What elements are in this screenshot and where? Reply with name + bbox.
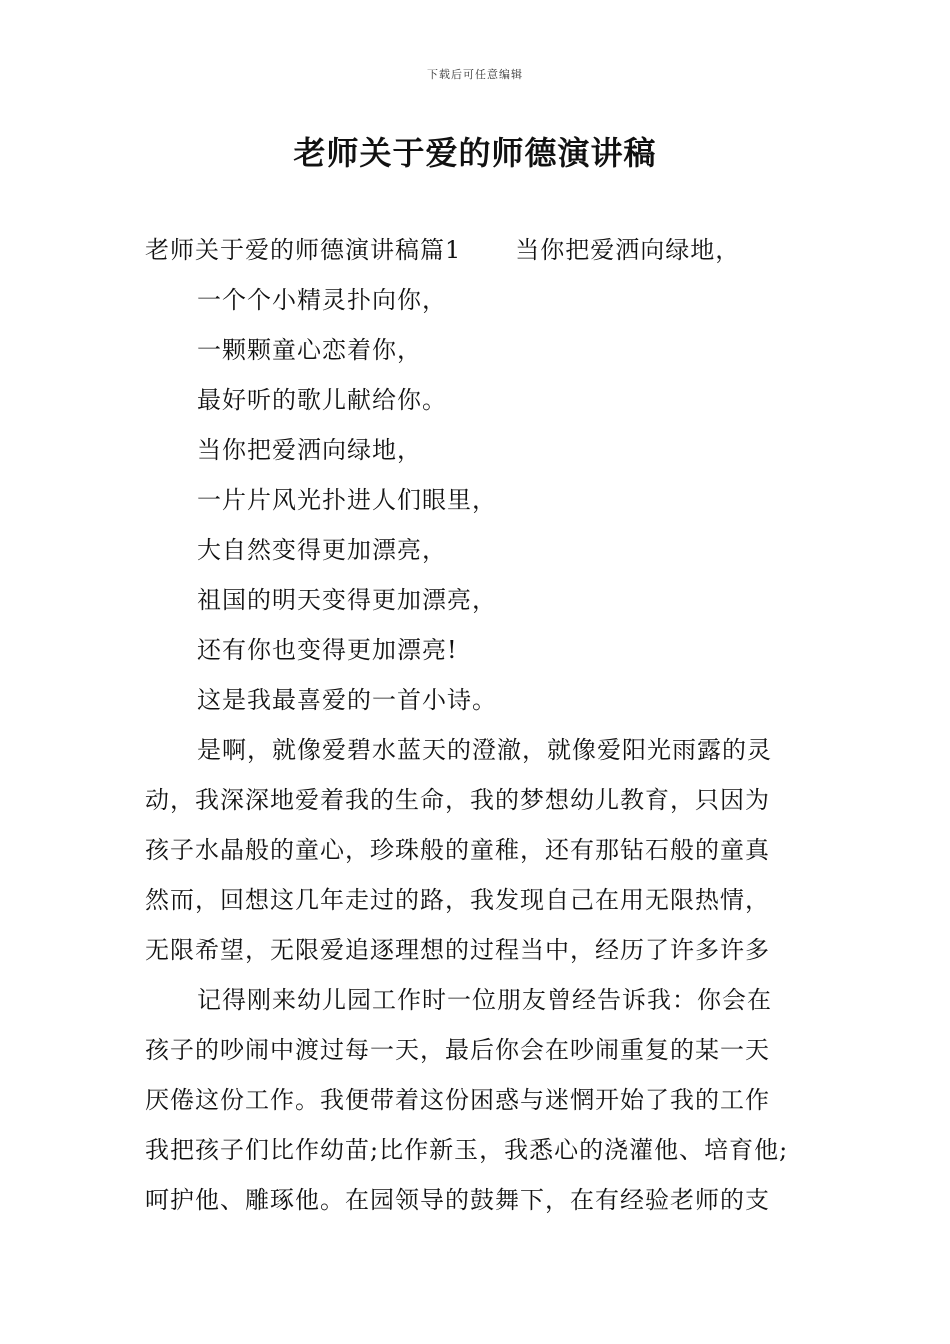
- poem-line: 一颗颗童心恋着你，: [197, 336, 422, 364]
- paragraph-line: 厌倦这份工作。我便带着这份困惑与迷惘开始了我的工作: [145, 1086, 770, 1114]
- document-body: [145, 225, 825, 1225]
- paragraph-line: 记得刚来幼儿园工作时一位朋友曾经告诉我：你会在: [197, 986, 772, 1014]
- poem-line: 大自然变得更加漂亮，: [197, 536, 447, 564]
- poem-line: 最好听的歌儿献给你。: [197, 386, 447, 414]
- section-heading: 老师关于爱的师德演讲稿篇1: [145, 236, 462, 264]
- poem-line: 一片片风光扑进人们眼里，: [197, 486, 497, 514]
- poem-line: 当你把爱洒向绿地，: [197, 436, 422, 464]
- header-note: 下载后可任意编辑: [427, 68, 523, 81]
- poem-line: 还有你也变得更加漂亮!: [197, 636, 458, 664]
- paragraph-line: 然而，回想这几年走过的路，我发现自己在用无限热情，: [145, 886, 770, 914]
- paragraph-line: 呵护他、雕琢他。在园领导的鼓舞下，在有经验老师的支: [145, 1186, 770, 1214]
- paragraph-line: 无限希望，无限爱追逐理想的过程当中，经历了许多许多: [145, 936, 770, 964]
- poem-line: 祖国的明天变得更加漂亮，: [197, 586, 497, 614]
- first-line: [145, 225, 825, 275]
- paragraph-line: 我把孩子们比作幼苗;比作新玉，我悉心的浇灌他、培育他;: [145, 1136, 789, 1164]
- poem-line: 一个个小精灵扑向你，: [197, 286, 447, 314]
- paragraph-line: 是啊，就像爱碧水蓝天的澄澈，就像爱阳光雨露的灵: [197, 736, 772, 764]
- poem-line: 这是我最喜爱的一首小诗。: [197, 686, 497, 714]
- paragraph-2: [145, 975, 825, 1225]
- paragraph-line: 动，我深深地爱着我的生命，我的梦想幼儿教育，只因为: [145, 786, 770, 814]
- paragraph-1: [145, 725, 825, 975]
- poem: [145, 275, 825, 725]
- paragraph-line: 孩子的吵闹中渡过每一天，最后你会在吵闹重复的某一天: [145, 1036, 770, 1064]
- document-title: 老师关于爱的师德演讲稿: [293, 134, 657, 172]
- paragraph-line: 孩子水晶般的童心，珍珠般的童稚，还有那钻石般的童真: [145, 836, 770, 864]
- poem-first-line: 当你把爱洒向绿地，: [515, 236, 741, 264]
